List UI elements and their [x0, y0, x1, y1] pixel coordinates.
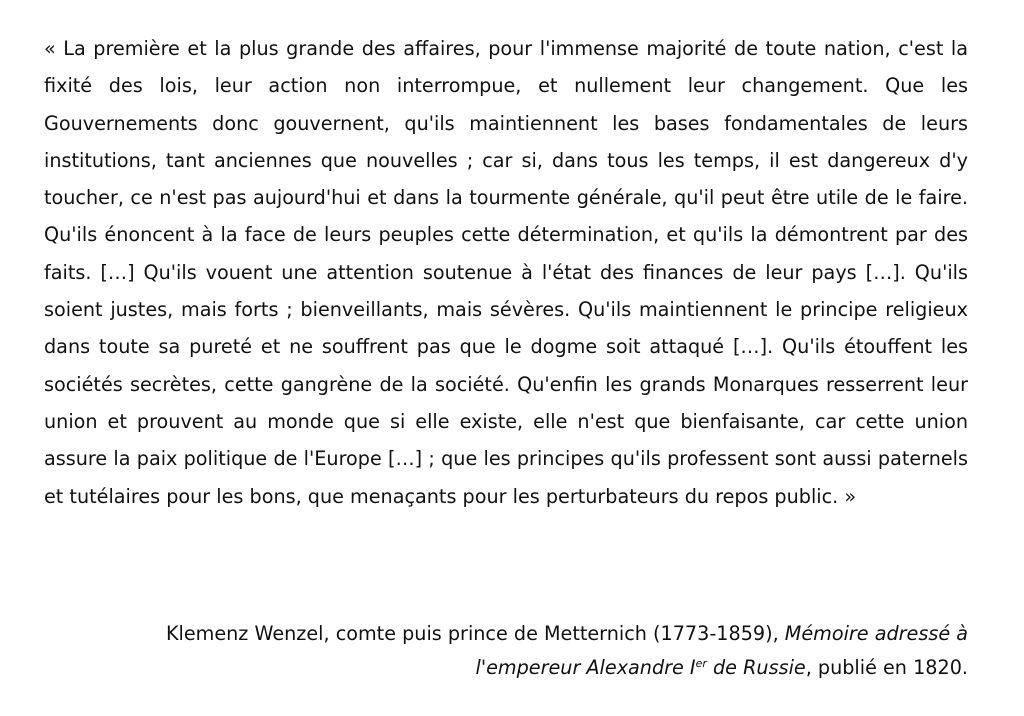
work-title-part1: Mémoire adressé à l'empereur Alexandre I — [475, 622, 968, 679]
attribution-author: Klemenz Wenzel, comte puis prince de Metternich (1773-1859), — [165, 622, 785, 645]
quote-text: « La première et la plus grande des affaires, pour l'immense majorité de toute nation, c'est la fixité des lois, leur action non interrompue, et nullement leur changement. Que les Gouvernements donc gouvernent, qu'ils maintiennent les bases fondamentales de leurs institutions, tant anciennes que nouvelles ; car si, dans tous les temps, il est dangereux d'y toucher, ce n'est pas aujourd'hui et dans la tourmente générale, qu'il peut être utile de le faire. Qu'ils énoncent à la face de leurs peuples cette détermination, et qu'ils la démontrent par des faits. […] Qu'ils vouent une attention soutenue à l'état des finances de leur pays […]. Qu'ils soient justes, mais forts ; bienveillants, mais sévères. Qu'ils maintiennent le principe religieux dans toute sa pureté et ne souffrent pas que le dogme soit attaqué […]. Qu'ils étouffent les sociétés secrètes, cette gangrène de la société. Qu'enfin les grands Monarques resserrent leur union et prouvent au monde que si elle existe, elle n'est que bienfaisante, car cette union assure la paix politique de l'Europe […] ; que les principes qu'ils professent sont aussi paternels et tutélaires pour les bons, que menaçants pour les perturbateurs du repos public. » — [44, 37, 968, 508]
attribution — [68, 617, 968, 685]
publication-date: , publié en 1820. — [805, 656, 968, 679]
work-title-superscript: er — [695, 657, 707, 670]
work-title-part2: de Russie — [706, 656, 806, 679]
